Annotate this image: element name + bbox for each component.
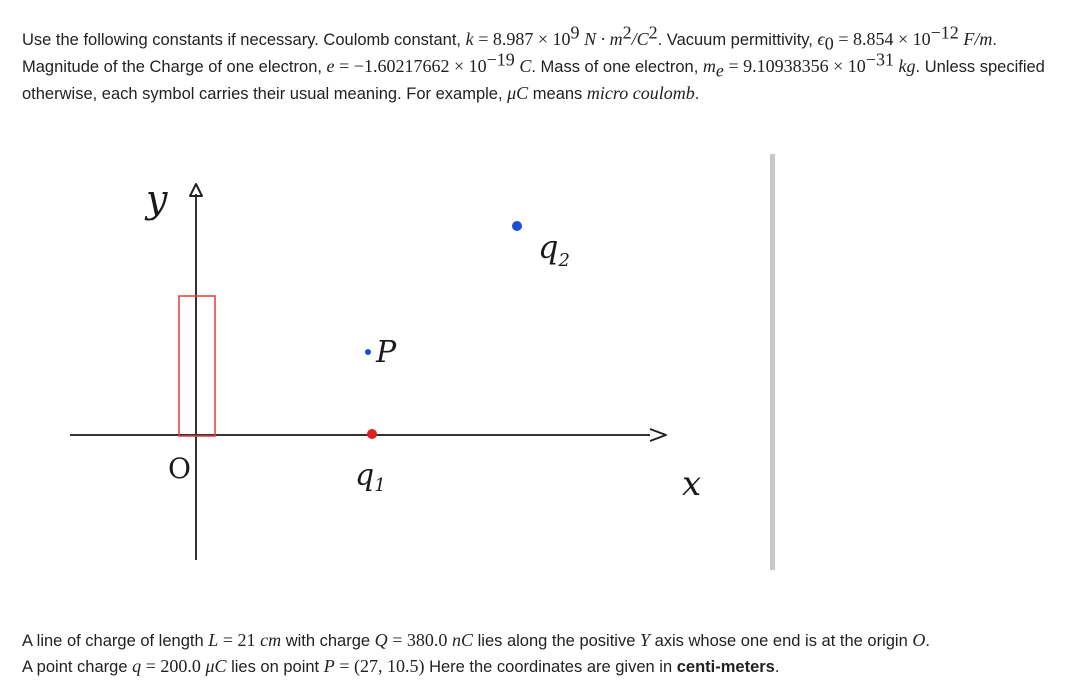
epsilon-unit: F/m xyxy=(963,29,993,49)
q2-dot xyxy=(512,221,522,231)
statement-text-8: Here the coordinates are given in xyxy=(429,658,673,676)
statement-text-5: . xyxy=(925,632,930,650)
statement-text-3: lies along the positive xyxy=(477,632,636,650)
charge-diagram xyxy=(0,140,1080,610)
x-axis-label: x xyxy=(682,464,702,504)
k-unit: N · m xyxy=(584,29,623,49)
q2-label xyxy=(538,228,570,271)
rod-charge-value: = 380.0 xyxy=(392,630,448,650)
q1-label xyxy=(355,458,386,496)
epsilon-subscript: 0 xyxy=(824,33,834,54)
epsilon-exponent: −12 xyxy=(930,22,959,43)
rod-charge-symbol: Q xyxy=(374,630,388,650)
statement-text-1: A line of charge of length xyxy=(22,632,204,650)
p-dot xyxy=(365,349,371,355)
me-unit: kg xyxy=(898,56,916,76)
k-value: = 8.987 × 10 xyxy=(478,29,571,49)
means-text: means xyxy=(532,85,583,103)
rod-charge-unit: nC xyxy=(452,630,474,650)
me-symbol: m xyxy=(702,56,716,76)
statement-paragraph xyxy=(22,628,1072,680)
micro-coulomb-text: micro coulomb xyxy=(586,83,695,103)
statement-text-4: axis whose one end is at the origin xyxy=(654,632,908,650)
point-coordinates: = (27, 10.5) xyxy=(339,656,425,676)
k-exponent: 9 xyxy=(570,22,580,43)
e-exponent: −19 xyxy=(486,49,515,70)
vacuum-label: . Vacuum permittivity, xyxy=(657,31,813,49)
q2-label-subscript: 2 xyxy=(558,250,570,271)
epsilon-value: = 8.854 × 10 xyxy=(838,29,931,49)
charge-label: . Magnitude of the Charge of one electron, xyxy=(22,31,997,76)
point-charge-symbol: q xyxy=(132,656,142,676)
me-exponent: −31 xyxy=(865,49,894,70)
k-symbol: k xyxy=(465,29,474,49)
mass-label: . Mass of one electron, xyxy=(531,58,699,76)
y-axis-symbol: Y xyxy=(639,630,650,650)
length-value: = 21 xyxy=(222,630,256,650)
q2-label-letter: q xyxy=(538,228,559,266)
q1-label-subscript: 1 xyxy=(374,475,386,496)
k-unit-exponent: 2 xyxy=(622,22,632,43)
e-unit: C xyxy=(519,56,532,76)
length-symbol: L xyxy=(208,630,219,650)
length-unit: cm xyxy=(260,630,282,650)
micro-coulomb-symbol: μC xyxy=(507,83,529,103)
constants-end: . xyxy=(694,85,700,103)
origin-label: O xyxy=(168,452,191,485)
e-symbol: e xyxy=(326,56,335,76)
meaning-text: . Unless specified otherwise, each symbol carries their usual meaning. For example, xyxy=(22,58,1045,103)
point-p-label: P xyxy=(376,335,397,370)
divider-bar xyxy=(770,154,775,570)
point-charge-unit: μC xyxy=(205,656,227,676)
constants-intro: Use the following constants if necessary. Coulomb constant, xyxy=(22,31,461,49)
me-subscript: e xyxy=(715,60,724,81)
statement-text-6: A point charge xyxy=(22,658,128,676)
epsilon-symbol: ϵ xyxy=(817,29,825,49)
k-unit-2: /C xyxy=(631,29,649,49)
point-charge-value: = 200.0 xyxy=(145,656,201,676)
q1-dot xyxy=(367,429,377,439)
me-value: = 9.10938356 × 10 xyxy=(728,56,866,76)
y-axis-label: y xyxy=(146,177,168,221)
e-value: = −1.60217662 × 10 xyxy=(339,56,487,76)
units-emphasis: centi-meters xyxy=(676,658,775,676)
statement-text-9: . xyxy=(774,658,780,676)
x-axis-arrow-icon xyxy=(650,429,666,441)
point-symbol: P xyxy=(323,656,335,676)
origin-symbol: O xyxy=(912,630,926,650)
constants-paragraph xyxy=(22,22,1062,107)
statement-text-7: lies on point xyxy=(231,658,320,676)
statement-text-2: with charge xyxy=(285,632,371,650)
k-unit-2-exponent: 2 xyxy=(648,22,658,43)
q1-label-letter: q xyxy=(355,458,375,493)
